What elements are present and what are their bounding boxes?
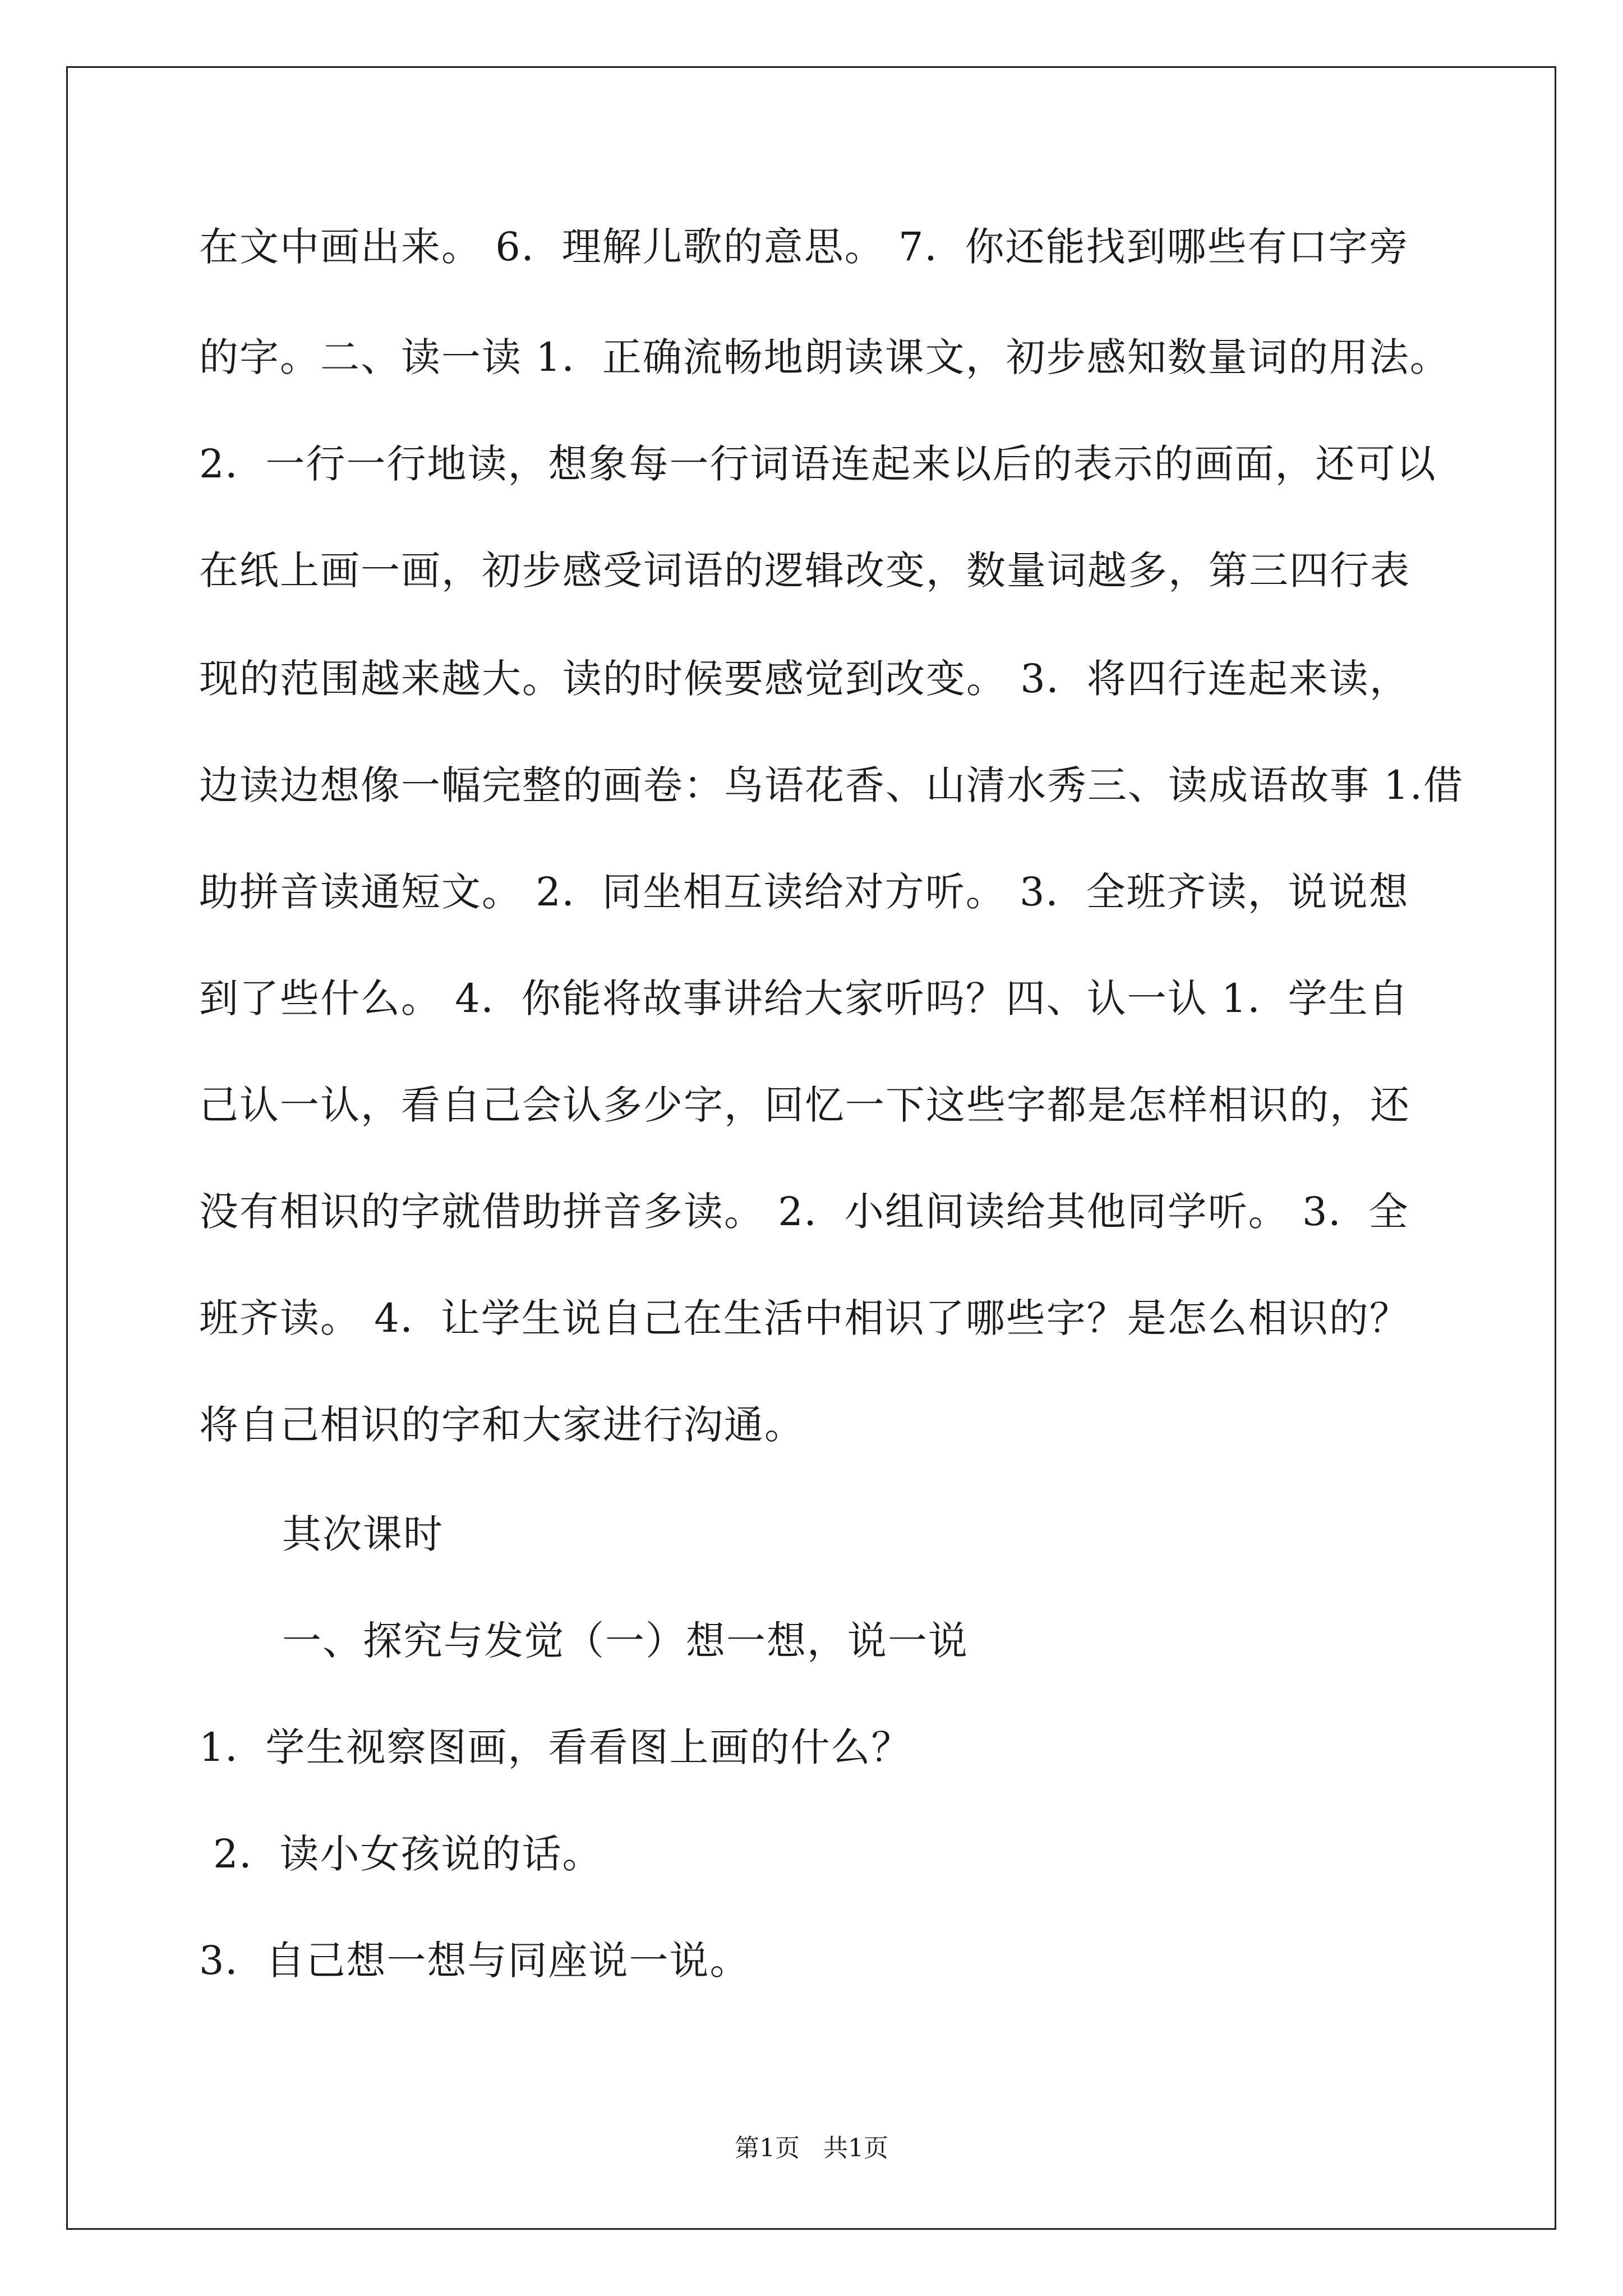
body-line-1: 在文中画出来。 6．理解儿歌的意思。 7．你还能找到哪些有口字旁 bbox=[199, 224, 1409, 270]
body-line-5: 现的范围越来越大。读的时候要感觉到改变。 3．将四行连起来读， bbox=[199, 656, 1410, 702]
body-line-3: 2．一行一行地读，想象每一行词语连起来以后的表示的画面，还可以 bbox=[199, 441, 1437, 487]
body-line-4: 在纸上画一画，初步感受词语的逻辑改变，数量词越多，第三四行表 bbox=[199, 547, 1410, 593]
body-line-2: 的字。二、读一读 1．正确流畅地朗读课文，初步感知数量词的用法。 bbox=[199, 334, 1450, 380]
body-line-12: 将自己相识的字和大家进行沟通。 bbox=[199, 1402, 805, 1448]
body-line-7: 助拼音读通短文。 2．同坐相互读给对方听。 3．全班齐读，说说想 bbox=[199, 869, 1409, 915]
body-line-11: 班齐读。 4．让学生说自己在生活中相识了哪些字？是怎么相识的？ bbox=[199, 1295, 1410, 1341]
list-item-3: 3．自己想一想与同座说一说。 bbox=[199, 1938, 750, 1984]
list-item-2: 2．读小女孩说的话。 bbox=[213, 1831, 603, 1877]
page-footer: 第1页 共1页 bbox=[735, 2134, 888, 2162]
body-line-8: 到了些什么。 4．你能将故事讲给大家听吗？四、认一认 1．学生自 bbox=[199, 976, 1409, 1022]
body-line-10: 没有相识的字就借助拼音多读。 2．小组间读给其他同学听。 3．全 bbox=[199, 1189, 1409, 1235]
section-heading: 其次课时 bbox=[282, 1511, 444, 1557]
body-line-6: 边读边想像一幅完整的画卷：鸟语花香、山清水秀三、读成语故事 1.借 bbox=[199, 762, 1464, 808]
subsection-heading: 一、探究与发觉（一）想一想，说一说 bbox=[282, 1618, 969, 1664]
list-item-1: 1．学生视察图画，看看图上画的什么？ bbox=[199, 1724, 912, 1770]
page-border bbox=[66, 66, 1556, 2230]
body-line-9: 己认一认，看自己会认多少字，回忆一下这些字都是怎样相识的，还 bbox=[199, 1082, 1410, 1128]
